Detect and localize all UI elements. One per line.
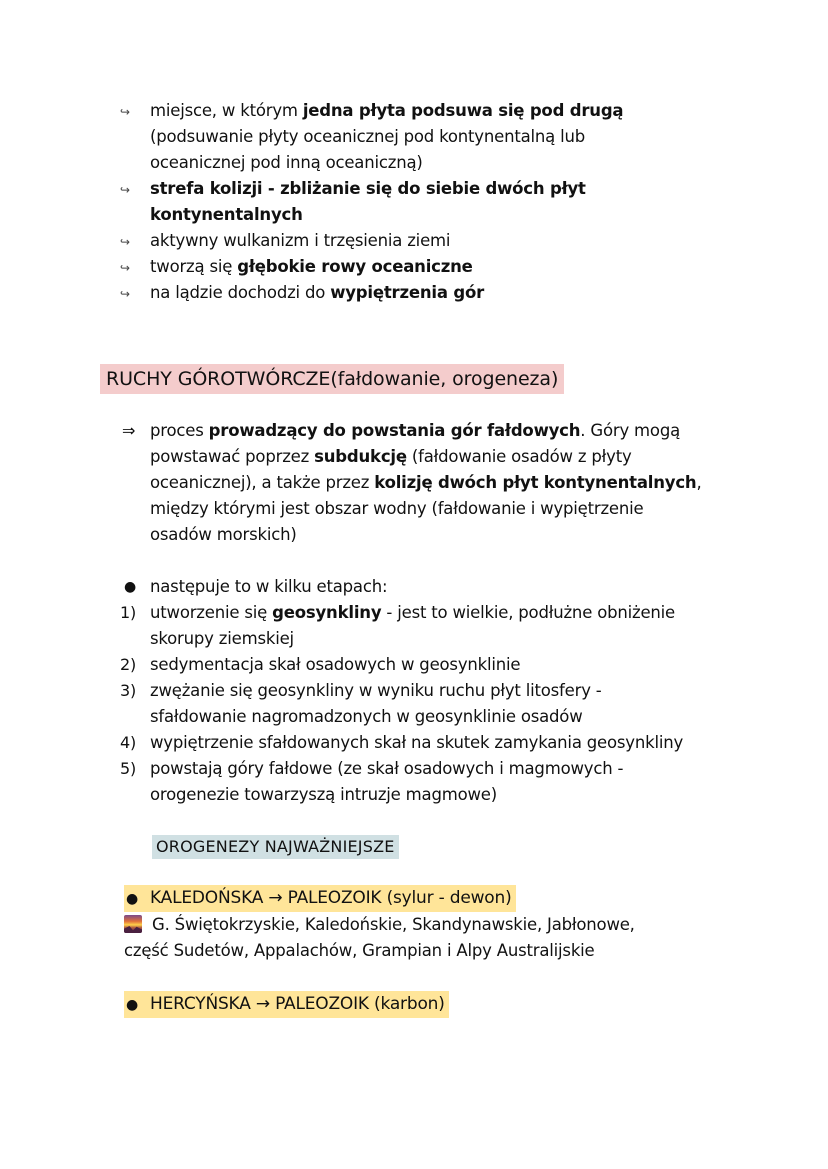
hook-arrow-icon: ↪ <box>120 183 130 197</box>
hook-arrow-icon: ↪ <box>120 261 130 275</box>
stage-number: 5) <box>120 759 137 778</box>
stage-number: 4) <box>120 733 137 752</box>
section-heading: RUCHY GÓROTWÓRCZE(fałdowanie, orogeneza) <box>100 364 564 394</box>
list-item: ↪ miejsce, w którym jedna płyta podsuwa się pod drugą (podsuwanie płyty oceanicznej pod kontynentalną lub oceanicznej pod inną oceaniczną) <box>120 101 624 172</box>
stage-item: 2) sedymentacja skał osadowych w geosynklinie <box>120 652 800 678</box>
caledonian-mountains: G. Świętokrzyskie, Kaledońskie, Skandynawskie, Jabłonowe, część Sudetów, Appalachów, Grampian i Alpy Australijskie <box>124 915 635 960</box>
sunrise-over-mountains-icon <box>124 915 142 933</box>
stage-item: 4) wypiętrzenie sfałdowanych skał na skutek zamykania geosynkliny <box>120 730 800 756</box>
subduction-features-list <box>120 98 760 306</box>
stage-number: 1) <box>120 603 137 622</box>
double-arrow-icon: ⇒ <box>122 421 136 440</box>
stage-item: 1) utworzenie się geosynkliny - jest to wielkie, podłużne obniżenie skorupy ziemskiej <box>120 600 800 652</box>
stage-item: 5) powstają góry fałdowe (ze skał osadowych i magmowych - orogenezie towarzyszą intruzje magmowe) <box>120 756 800 808</box>
orogeny-hercynian: ● HERCYŃSKA → PALEOZOIK (karbon) <box>124 991 449 1018</box>
bullet-icon: ● <box>124 579 137 595</box>
list-item: ↪ aktywny wulkanizm i trzęsienia ziemi <box>120 228 760 254</box>
bullet-icon: ● <box>126 997 139 1013</box>
orogeny-caledonian: ● KALEDOŃSKA → PALEOZOIK (sylur - dewon) <box>124 885 516 912</box>
definition-block <box>120 418 780 548</box>
stages-list <box>120 574 800 808</box>
hook-arrow-icon: ↪ <box>120 287 130 301</box>
hook-arrow-icon: ↪ <box>120 235 130 249</box>
hook-arrow-icon: ↪ <box>120 105 130 119</box>
orogenies-subheading: OROGENEZY NAJWAŻNIEJSZE <box>152 835 399 859</box>
bullet-icon: ● <box>126 891 139 907</box>
list-item: ↪ na lądzie dochodzi do wypiętrzenia gór <box>120 280 760 306</box>
stage-item: 3) zwężanie się geosynkliny w wyniku ruchu płyt litosfery - sfałdowanie nagromadzonych w geosynklinie osadów <box>120 678 800 730</box>
list-item: ↪ strefa kolizji - zbliżanie się do siebie dwóch płyt kontynentalnych <box>120 179 586 224</box>
list-item: ↪ tworzą się głębokie rowy oceaniczne <box>120 254 760 280</box>
stages-intro: ● następuje to w kilku etapach: <box>120 574 800 600</box>
definition-item: ⇒ proces prowadzący do powstania gór fałdowych. Góry mogą powstawać poprzez subdukcję (fałdowanie osadów z płyty oceanicznej), a także przez kolizję dwóch płyt kontynentalnych, między którymi jest obszar wodny (fałdowanie i wypiętrzenie osadów morskich) <box>120 418 780 548</box>
stage-number: 3) <box>120 681 137 700</box>
stage-number: 2) <box>120 655 137 674</box>
